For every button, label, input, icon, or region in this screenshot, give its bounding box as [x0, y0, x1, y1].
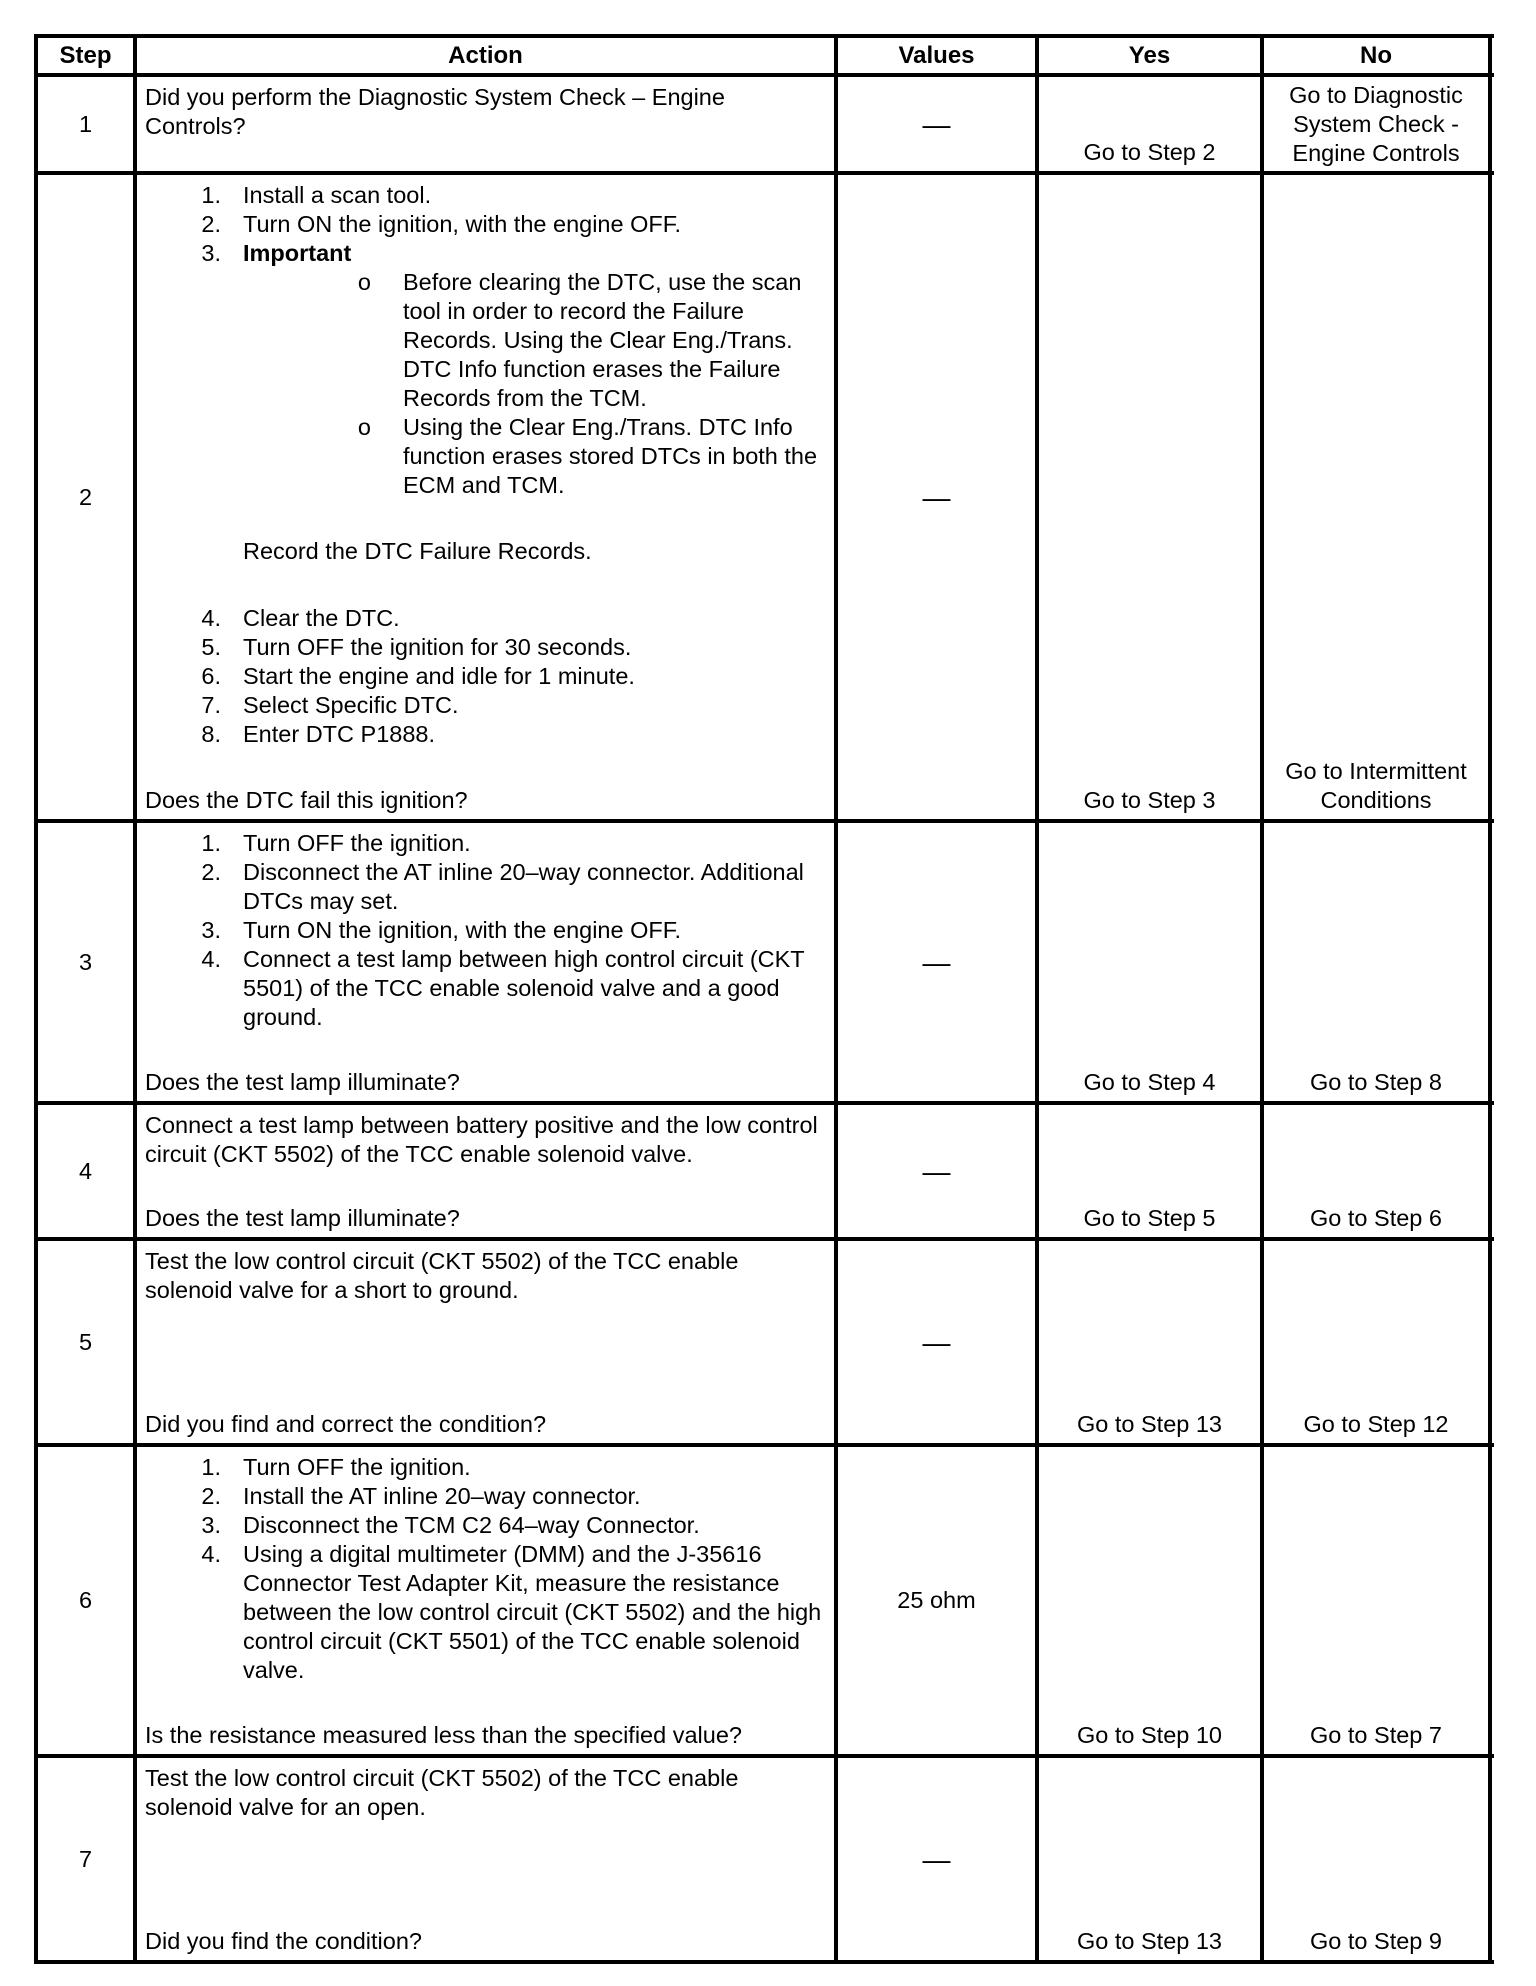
action-cell [137, 1758, 834, 1960]
header-values: Values [898, 42, 975, 69]
action-cell [137, 1447, 834, 1754]
action-cell [137, 1105, 834, 1237]
action-text: Test the low control circuit (CKT 5502) of the TCC enable solenoid valve for an open. [145, 1765, 739, 1820]
table-border-right [1488, 34, 1492, 1964]
list-item: 7. Select Specific DTC. [201, 692, 459, 718]
no-cell: Go to Step 7 [1310, 1722, 1442, 1748]
bullet-item: o Using the Clear Eng./Trans. DTC Info function erases stored DTCs in both the ECM and TCM. [357, 414, 818, 498]
action-cell [137, 823, 834, 1101]
list-item: 4. Using a digital multimeter (DMM) and the J-35616 Connector Test Adapter Kit, measure the resistance between the low control circuit (CKT 5502) and the high control circuit (CKT 5501) of the TCC enable solenoid valve. [201, 1541, 822, 1683]
step-number: 2 [78, 483, 93, 510]
important-label: Important [243, 240, 352, 266]
question-text: Did you find the condition? [145, 1928, 422, 1954]
list-item: 8. Enter DTC P1888. [201, 721, 436, 747]
list-item: 6. Start the engine and idle for 1 minute. [201, 663, 635, 689]
values-cell: — [922, 946, 951, 978]
step-number: 1 [78, 110, 93, 137]
list-item: 3. Important [145, 239, 826, 268]
header-action: Action [448, 42, 523, 69]
no-cell: Go to Step 6 [1310, 1205, 1442, 1231]
no-cell: Go to Step 9 [1310, 1928, 1442, 1954]
action-text: Connect a test lamp between battery positive and the low control circuit (CKT 5502) of the TCC enable solenoid valve. [145, 1112, 818, 1167]
list-item: 5. Turn OFF the ignition for 30 seconds. [201, 634, 632, 660]
values-cell: — [922, 481, 951, 513]
bullet-item: o Before clearing the DTC, use the scan tool in order to record the Failure Records. Using the Clear Eng./Trans. DTC Info function erases the Failure Records from the TCM. [357, 269, 802, 411]
action-text: Did you perform the Diagnostic System Check – Engine Controls? [145, 84, 725, 139]
list-item: 1. Install a scan tool. [201, 182, 432, 208]
values-cell: — [922, 1326, 951, 1358]
action-cell [137, 175, 834, 819]
step-number: 3 [78, 948, 93, 975]
step-number: 4 [78, 1157, 93, 1184]
list-item: 4. Connect a test lamp between high control circuit (CKT 5501) of the TCC enable solenoid valve and a good ground. [201, 946, 805, 1030]
question-text: Does the test lamp illuminate? [145, 1205, 460, 1231]
list-item: 3. Disconnect the TCM C2 64–way Connector. [201, 1512, 700, 1538]
header-no: No [1360, 42, 1392, 69]
action-text: Test the low control circuit (CKT 5502) of the TCC enable solenoid valve for a short to ground. [145, 1248, 739, 1303]
action-cell [137, 77, 834, 171]
question-text: Does the test lamp illuminate? [145, 1069, 460, 1095]
yes-cell: Go to Step 5 [1083, 1205, 1216, 1231]
list-item: 2. Turn ON the ignition, with the engine OFF. [201, 211, 682, 237]
list-item: 2. Disconnect the AT inline 20–way connector. Additional DTCs may set. [201, 859, 804, 914]
values-cell: — [922, 108, 951, 140]
no-cell: Go to Step 12 [1303, 1411, 1449, 1437]
values-cell: 25 ohm [897, 1587, 976, 1613]
diagnostic-table [34, 34, 1494, 1974]
step-number: 5 [78, 1328, 93, 1355]
yes-cell: Go to Step 2 [1083, 139, 1216, 165]
list-item: 1. Turn OFF the ignition. [201, 830, 471, 856]
values-cell: — [922, 1155, 951, 1187]
header-yes: Yes [1128, 42, 1171, 69]
record-note: Record the DTC Failure Records. [243, 538, 592, 564]
question-text: Is the resistance measured less than the specified value? [145, 1722, 742, 1748]
step-number: 7 [78, 1845, 93, 1872]
no-cell: Go to Diagnostic System Check - Engine Controls [1289, 81, 1463, 166]
header-step: Step [59, 42, 112, 69]
list-item: 1. Turn OFF the ignition. [201, 1454, 471, 1480]
question-text: Does the DTC fail this ignition? [145, 787, 468, 813]
values-cell: — [922, 1843, 951, 1875]
action-cell [137, 1241, 834, 1443]
list-item: 2. Install the AT inline 20–way connector. [201, 1483, 641, 1509]
step-number: 6 [78, 1587, 93, 1613]
yes-cell: Go to Step 4 [1083, 1069, 1216, 1095]
list-item: 3. Turn ON the ignition, with the engine OFF. [201, 917, 682, 943]
no-cell: Go to Intermittent Conditions [1285, 758, 1467, 813]
yes-cell: Go to Step 10 [1076, 1722, 1223, 1748]
question-text: Did you find and correct the condition? [145, 1411, 547, 1437]
yes-cell: Go to Step 13 [1076, 1411, 1223, 1437]
no-cell: Go to Step 8 [1310, 1069, 1442, 1095]
table-border-bottom [34, 1960, 1494, 1964]
yes-cell: Go to Step 3 [1083, 787, 1216, 813]
list-item: 4. Clear the DTC. [201, 605, 400, 631]
yes-cell: Go to Step 13 [1076, 1928, 1223, 1954]
